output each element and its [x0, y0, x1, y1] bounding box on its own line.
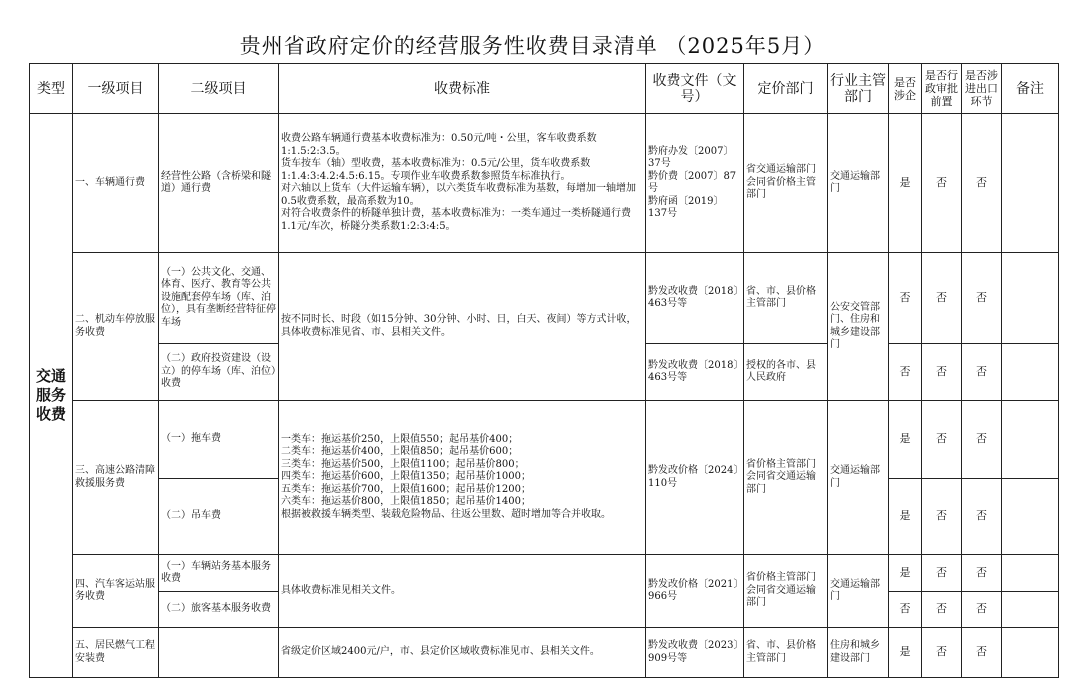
approval-cell: 否	[922, 592, 962, 628]
dept-cell: 省价格主管部门会同省交通运输部门	[744, 401, 828, 555]
import-export-cell: 否	[962, 114, 1002, 253]
approval-cell: 否	[922, 628, 962, 678]
enterprise-cell: 是	[889, 479, 922, 555]
enterprise-cell: 否	[889, 592, 922, 628]
doc-cell: 黔发改收费〔2018〕463号等	[646, 253, 744, 344]
industry-cell: 住房和城乡建设部门	[828, 628, 889, 678]
standard-cell: 收费公路车辆通行费基本收费标准为：0.50元/吨・公里，客车收费系数1:1.5:2:3.5。 货车按车（轴）型收费，基本收费标准为：0.5元/公里，货车收费系数1:1.4:3:4.2:4.5:6.15。专项作业车收费系数参照货车标准执行。 对六轴以上货车（大件运输车辆），以六类货车收费标准为基数，每增加一轴增加0.5收费系数，最高系数为10。 对符合收费条件的桥隧单独计费，基本收费标准为：一类车通过一类桥隧通行费1.1元/车次，桥隧分类系数1:2:3:4:5。	[279, 114, 646, 253]
enterprise-cell: 是	[889, 401, 922, 479]
header-level1: 一级项目	[73, 64, 159, 114]
level2-cell: （一）车辆站务基本服务收费	[159, 555, 279, 592]
remarks-cell	[1002, 253, 1059, 344]
header-involves-enterprise: 是否涉企	[889, 64, 922, 114]
header-admin-approval: 是否行政审批前置	[922, 64, 962, 114]
level2-cell: （二）吊车费	[159, 479, 279, 555]
doc-cell: 黔发改收费〔2023〕909号等	[646, 628, 744, 678]
import-export-cell: 否	[962, 253, 1002, 344]
import-export-cell: 否	[962, 344, 1002, 401]
dept-cell: 省价格主管部门会同省交通运输部门	[744, 555, 828, 628]
doc-cell: 黔发改价格〔2024〕110号	[646, 401, 744, 555]
enterprise-cell: 否	[889, 344, 922, 401]
industry-cell: 交通运输部门	[828, 114, 889, 253]
remarks-cell	[1002, 628, 1059, 678]
doc-cell: 黔发改收费〔2018〕463号等	[646, 344, 744, 401]
industry-cell: 交通运输部门	[828, 555, 889, 628]
header-industry: 行业主管部门	[828, 64, 889, 114]
level2-cell: （二）政府投资建设（设立）的停车场（库、泊位）收费	[159, 344, 279, 401]
approval-cell: 否	[922, 114, 962, 253]
approval-cell: 否	[922, 555, 962, 592]
import-export-cell: 否	[962, 592, 1002, 628]
approval-cell: 否	[922, 401, 962, 479]
industry-cell: 公安交管部门、住房和城乡建设部门	[828, 253, 889, 401]
level1-cell: 五、居民燃气工程安装费	[73, 628, 159, 678]
header-doc: 收费文件（文号）	[646, 64, 744, 114]
header-remarks: 备注	[1002, 64, 1059, 114]
remarks-cell	[1002, 479, 1059, 555]
remarks-cell	[1002, 344, 1059, 401]
level2-cell: 经营性公路（含桥梁和隧道）通行费	[159, 114, 279, 253]
level2-cell: （一）拖车费	[159, 401, 279, 479]
dept-cell: 授权的各市、县人民政府	[744, 344, 828, 401]
remarks-cell	[1002, 114, 1059, 253]
import-export-cell: 否	[962, 401, 1002, 479]
approval-cell: 否	[922, 479, 962, 555]
header-import-export: 是否涉进出口环节	[962, 64, 1002, 114]
remarks-cell	[1002, 592, 1059, 628]
level1-cell: 一、车辆通行费	[73, 114, 159, 253]
category-cell: 交通服务收费	[30, 114, 73, 678]
header-standard: 收费标准	[279, 64, 646, 114]
remarks-cell	[1002, 555, 1059, 592]
level1-cell: 三、高速公路清障救援服务费	[73, 401, 159, 555]
level2-cell	[159, 628, 279, 678]
industry-cell: 交通运输部门	[828, 401, 889, 555]
doc-cell: 黔发改价格〔2021〕966号	[646, 555, 744, 628]
header-dept: 定价部门	[744, 64, 828, 114]
table-row	[30, 401, 1059, 479]
table-header-row	[30, 64, 1059, 114]
header-type: 类型	[30, 64, 73, 114]
fee-catalog-table	[29, 63, 1059, 678]
level2-cell: （一）公共文化、交通、体育、医疗、教育等公共设施配套停车场（库、泊位），具有垄断经营特征停车场	[159, 253, 279, 344]
import-export-cell: 否	[962, 479, 1002, 555]
enterprise-cell: 是	[889, 555, 922, 592]
remarks-cell	[1002, 401, 1059, 479]
dept-cell: 省、市、县价格主管部门	[744, 253, 828, 344]
page-title: 贵州省政府定价的经营服务性收费目录清单 （2025年5月）	[239, 34, 826, 58]
dept-cell: 省、市、县价格主管部门	[744, 628, 828, 678]
enterprise-cell: 是	[889, 628, 922, 678]
level1-cell: 四、汽车客运站服务收费	[73, 555, 159, 628]
approval-cell: 否	[922, 253, 962, 344]
enterprise-cell: 是	[889, 114, 922, 253]
table-row	[30, 628, 1059, 678]
level2-cell: （二）旅客基本服务收费	[159, 592, 279, 628]
header-level2: 二级项目	[159, 64, 279, 114]
table-row	[30, 114, 1059, 253]
standard-cell: 按不同时长、时段（如15分钟、30分钟、小时、日，白天、夜间）等方式计收，具体收费标准见省、市、县相关文件。	[279, 253, 646, 401]
standard-cell: 一类车：拖运基价250，上限值550；起吊基价400； 二类车：拖运基价400，上限值850；起吊基价600； 三类车：拖运基价500，上限值1100；起吊基价800； 四类车：拖运基价600，上限值1350；起吊基价1000； 五类车：拖运基价700，上限值1600；起吊基价1200； 六类车：拖运基价800，上限值1850；起吊基价1400； 根据被救援车辆类型、装载危险物品、往返公里数、超时增加等合并收取。	[279, 401, 646, 555]
table-row	[30, 253, 1059, 344]
dept-cell: 省交通运输部门会同省价格主管部门	[744, 114, 828, 253]
import-export-cell: 否	[962, 555, 1002, 592]
enterprise-cell: 否	[889, 253, 922, 344]
standard-cell: 具体收费标准见相关文件。	[279, 555, 646, 628]
standard-cell: 省级定价区域2400元/户，市、县定价区域收费标准见市、县相关文件。	[279, 628, 646, 678]
approval-cell: 否	[922, 344, 962, 401]
doc-cell: 黔府办发〔2007〕37号 黔价费〔2007〕87号 黔府函〔2019〕137号	[646, 114, 744, 253]
import-export-cell: 否	[962, 628, 1002, 678]
table-row	[30, 555, 1059, 592]
level1-cell: 二、机动车停放服务收费	[73, 253, 159, 401]
